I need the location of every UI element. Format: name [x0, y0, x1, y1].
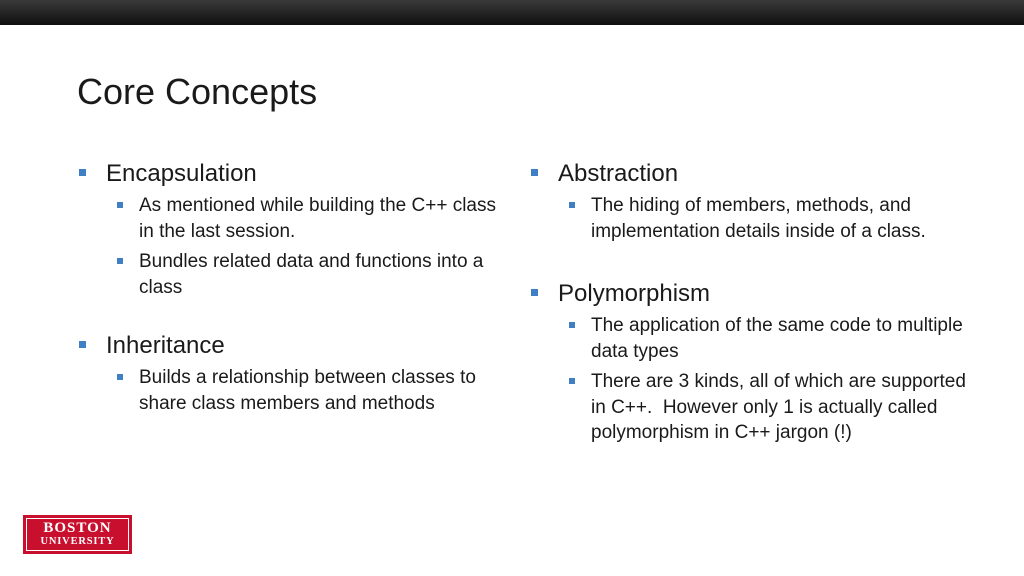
- square-bullet-icon: [117, 202, 123, 208]
- right-column: [529, 158, 972, 470]
- topic-point-text: As mentioned while building the C++ class in the last session.: [139, 195, 496, 242]
- square-bullet-icon: [531, 289, 538, 296]
- topic-point: [106, 193, 507, 244]
- topic-title: Abstraction: [558, 160, 679, 187]
- square-bullet-icon: [79, 169, 86, 176]
- logo-line-1: BOSTON: [43, 520, 112, 536]
- topic-point: [106, 365, 507, 416]
- topic-abstraction: [529, 158, 969, 244]
- topic-polymorphism: [529, 278, 972, 446]
- topic-title: Polymorphism: [558, 280, 711, 307]
- topic-point: [558, 369, 972, 446]
- square-bullet-icon: [569, 378, 575, 384]
- square-bullet-icon: [79, 341, 86, 348]
- square-bullet-icon: [569, 322, 575, 328]
- topic-title: Inheritance: [106, 332, 225, 359]
- top-bar: [0, 0, 1024, 25]
- topic-encapsulation: [77, 158, 507, 300]
- logo-line-2: UNIVERSITY: [40, 536, 115, 547]
- square-bullet-icon: [117, 258, 123, 264]
- topic-point: [558, 193, 969, 244]
- topic-point-text: There are 3 kinds, all of which are supported in C++. However only 1 is actually called polymorphism in C++ jargon (!): [591, 371, 972, 443]
- topic-point-text: The application of the same code to multiple data types: [591, 315, 963, 362]
- boston-university-logo: [23, 515, 132, 554]
- square-bullet-icon: [117, 374, 123, 380]
- square-bullet-icon: [531, 169, 538, 176]
- topic-title: Encapsulation: [106, 160, 257, 187]
- topic-point: [106, 249, 507, 300]
- topic-point-text: Builds a relationship between classes to share class members and methods: [139, 367, 476, 414]
- topic-point-text: The hiding of members, methods, and implementation details inside of a class.: [591, 195, 926, 242]
- slide-title: Core Concepts: [77, 71, 318, 112]
- topic-point-text: Bundles related data and functions into a class: [139, 251, 484, 298]
- square-bullet-icon: [569, 202, 575, 208]
- topic-point: [558, 313, 969, 364]
- topic-inheritance: [77, 330, 507, 416]
- left-column: [77, 158, 507, 440]
